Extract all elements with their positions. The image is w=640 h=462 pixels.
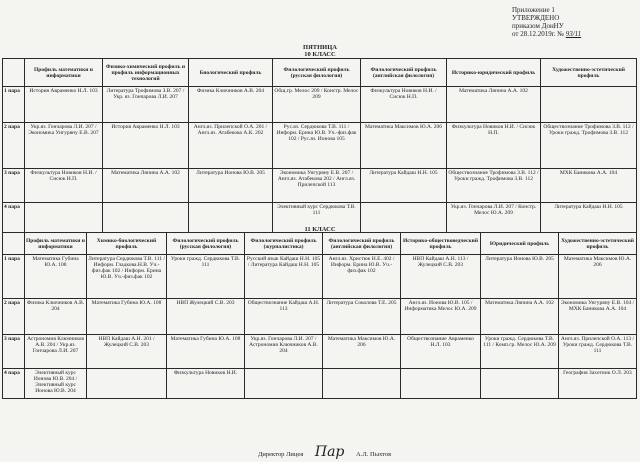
schedule-cell: Обществознание Трофимова З.В. 112 / Уроки гражд. Трофимова З.В. 112 (541, 123, 637, 169)
schedule-row (3, 369, 637, 399)
schedule-cell: Обществознание Трофимова З.В. 112 / Уроки гражд. Трофимова З.В. 112 (447, 169, 541, 203)
schedule-cell: Англ.яз. Христюк Н.Е. 402 / Информ. Ерина Ю.В. Уч.-физ.фак 102 (323, 255, 401, 299)
schedule-cell: Укр.яз. Гончарова Л.И. 207 / Астрономия Ключников А.В. 204 (245, 335, 323, 369)
schedule-cell: Англ.яз. Прилепской О.А. 113 / Уроки гражд. Сердюкова Т.В. 111 (559, 335, 637, 369)
schedule-cell: Физкультура Новиков Н.И. / Сисюк Н.П. (25, 169, 103, 203)
schedule-cell: Элективный курс Ионова Ю.В. 204 / Элективный курс Ионова Ю.В. 204 (25, 369, 87, 399)
schedule-cell: Физкультура Новиков Н.И. / Сисюк Н.П. (447, 123, 541, 169)
schedule-table-grade10 (2, 58, 637, 233)
order-number: 93/11 (565, 30, 582, 38)
schedule-cell: Литература Кайдаш Н.Н. 105 (541, 203, 637, 233)
grade11-title: 11 КЛАСС (304, 226, 336, 233)
schedule-cell: Математика Максимов Ю.А. 206 (361, 123, 447, 169)
schedule-row (3, 169, 637, 203)
approval-header (512, 6, 630, 38)
table11-header-1: Профиль математики и информатики (25, 233, 87, 255)
schedule-cell: Уроки гражд. Сердюкова Т.В. 111 / Комп.гр. Мелос Ю.А. 209 (481, 335, 559, 369)
period-number: 1 пара (3, 255, 25, 299)
table10-header-row (3, 59, 637, 87)
schedule-row (3, 335, 637, 369)
schedule-cell: Литература Кайдаш Н.Н. 105 (361, 169, 447, 203)
schedule-cell: Уроки гражд. Сердюкова Т.В. 111 (167, 255, 245, 299)
table10-header-3: Биологический профиль (189, 59, 273, 87)
schedule-row (3, 123, 637, 169)
schedule-cell: История Авраменко Н.Л. 103 (25, 87, 103, 123)
table11-header-6: Историко-обществоведческий профиль (401, 233, 481, 255)
schedule-cell: МХК Баникова А.А. 104 (541, 169, 637, 203)
schedule-cell: Математика Максимов Ю.А. 206 (559, 255, 637, 299)
schedule-cell (541, 87, 637, 123)
schedule-row (3, 87, 637, 123)
table10-header-7: Художественно-эстетический профиль (541, 59, 637, 87)
schedule-cell (323, 369, 401, 399)
schedule-cell: География Захотник О.Л. 203 (559, 369, 637, 399)
schedule-table-grade11 (2, 232, 637, 399)
schedule-cell: Литература Соколова Т.Е. 205 (323, 299, 401, 335)
schedule-cell: Математика Губина Ю.А. 108 (25, 255, 87, 299)
approved-label: УТВЕРЖДЕНО (512, 14, 560, 22)
period-number: 4 пара (3, 203, 25, 233)
schedule-cell: Физика Ключников А.В. 204 (189, 87, 273, 123)
schedule-cell: Экономика Унгуряну Е.В. 104 / МХК Баникова А.А. 104 (559, 299, 637, 335)
signer-name: А.Л. Пыхтов (356, 451, 392, 458)
order-label: приказом ДонНУ (512, 22, 564, 30)
schedule-cell: Литература Трофимова З.В. 207 / Укр. яз. Гончарова Л.И. 207 (103, 87, 189, 123)
schedule-cell: История Авраменко Н.Л. 103 (103, 123, 189, 169)
schedule-cell: Англ.яз. Ионова Ю.В. 105 / Информатика Мелос Ю.А. 209 (401, 299, 481, 335)
schedule-cell: Астрономия Ключников А.В. 204 / Укр.яз. Гончарова Л.И. 207 (25, 335, 87, 369)
period-number: 2 пара (3, 123, 25, 169)
day-title: ПЯТНИЦА (303, 44, 337, 51)
schedule-cell: Математика Губина Ю.А. 108 (87, 299, 167, 335)
schedule-cell: Физкультура Новиков Н.И. / Сисюк Н.П. (361, 87, 447, 123)
table10-header-5: Филологический профиль (английская филология) (361, 59, 447, 87)
schedule-cell: Экономика Унгуряну Е.В. 207 / Англ.яз. Атабекова 202 / Англ.яз. Прилепской 113 (273, 169, 361, 203)
table11-header-0 (3, 233, 25, 255)
schedule-cell: НВП Кайдаш А.Н. 113 / Жулецкий С.В. 203 (401, 255, 481, 299)
schedule-cell: Физика Ключников А.В. 204 (25, 299, 87, 335)
schedule-cell: Литература Сердюкова Т.В. 111 / Информ. Гладкова.Н.В. Уч.-физ.фак 102 / Информ. Ерина Ю.В. Уч.-физ.фак 102 (87, 255, 167, 299)
table11-header-5: Филологический профиль (английская филология) (323, 233, 401, 255)
schedule-cell: Литература Ионова Ю.В. 205 (481, 255, 559, 299)
schedule-cell: Укр.яз. Гончарова Л.И. 207 / Констр. Мелос Ю.А. 209 (447, 203, 541, 233)
appendix-label: Приложение 1 (512, 6, 555, 14)
table11-header-4: Филологический профиль (журналистика) (245, 233, 323, 255)
table11-header-7: Юридический профиль (481, 233, 559, 255)
schedule-cell: Математика Ляпина А.А. 102 (447, 87, 541, 123)
table11-header-2: Химико-биологический профиль (87, 233, 167, 255)
signer-title: Директор Лицея (258, 451, 304, 458)
signature-block (258, 444, 391, 460)
period-number: 1 пара (3, 87, 25, 123)
period-number: 3 пара (3, 335, 25, 369)
schedule-cell: Общ.гр. Мелос 209 / Констр. Мелос 209 (273, 87, 361, 123)
schedule-cell: Математика Ляпина А.А. 102 (103, 169, 189, 203)
schedule-cell: Математика Максимов Ю.А. 206 (323, 335, 401, 369)
director-signature: Пар (314, 444, 345, 460)
schedule-cell: Элективный курс Сердюкова Т.В. 111 (273, 203, 361, 233)
schedule-cell: Обществознание Авраменко Н.Л. 103 (401, 335, 481, 369)
schedule-cell: НВП Кайдаш А.Н. 201 / Жулецкий С.В. 203 (87, 335, 167, 369)
table10-header-0 (3, 59, 25, 87)
schedule-cell: Англ.яз. Прилепской О.А. 201 / Англ.яз. Атабекова А.К. 202 (189, 123, 273, 169)
schedule-row (3, 255, 637, 299)
grade10-title: 10 КЛАСС (304, 51, 336, 58)
period-number: 4 пара (3, 369, 25, 399)
table10-header-6: Историко-юридический профиль (447, 59, 541, 87)
table11-header-3: Филологический профиль (русская филология) (167, 233, 245, 255)
schedule-cell (245, 369, 323, 399)
order-date: от 28.12.2019г. № (512, 30, 564, 38)
schedule-cell (401, 369, 481, 399)
schedule-cell: Физкультура Новиков Н.И. (167, 369, 245, 399)
schedule-cell: Литература Ионова Ю.В. 205 (189, 169, 273, 203)
schedule-cell: Математика Ляпина А.А. 102 (481, 299, 559, 335)
table11-header-row (3, 233, 637, 255)
schedule-cell: Рус.яз. Сердюкова Т.В. 111 / Информ. Ерина Ю.В. Уч.-физ.фак 102 / Рус.яз. Ионова 105 (273, 123, 361, 169)
schedule-cell: Русский язык Кайдаш Н.Н. 105 / Литература Кайдаш Н.Н. 105 (245, 255, 323, 299)
schedule-cell: НВП Жулецкий С.В. 203 (167, 299, 245, 335)
schedule-cell: Математика Губина Ю.А. 108 (167, 335, 245, 369)
schedule-cell (87, 369, 167, 399)
table11-header-8: Художественно-эстетический профиль (559, 233, 637, 255)
table10-header-2: Физико-химический профиль и профиль информационных технологий (103, 59, 189, 87)
schedule-cell: Обществознание Кайдаш А.Н. 113 (245, 299, 323, 335)
period-number: 2 пара (3, 299, 25, 335)
table10-header-4: Филологический профиль (русская филология) (273, 59, 361, 87)
schedule-row (3, 299, 637, 335)
schedule-cell (481, 369, 559, 399)
table10-header-1: Профиль математики и информатики (25, 59, 103, 87)
schedule-cell: Укр.яз. Гончарова Л.И. 207 / Экономика Унгуряну Е.В. 207 (25, 123, 103, 169)
period-number: 3 пара (3, 169, 25, 203)
